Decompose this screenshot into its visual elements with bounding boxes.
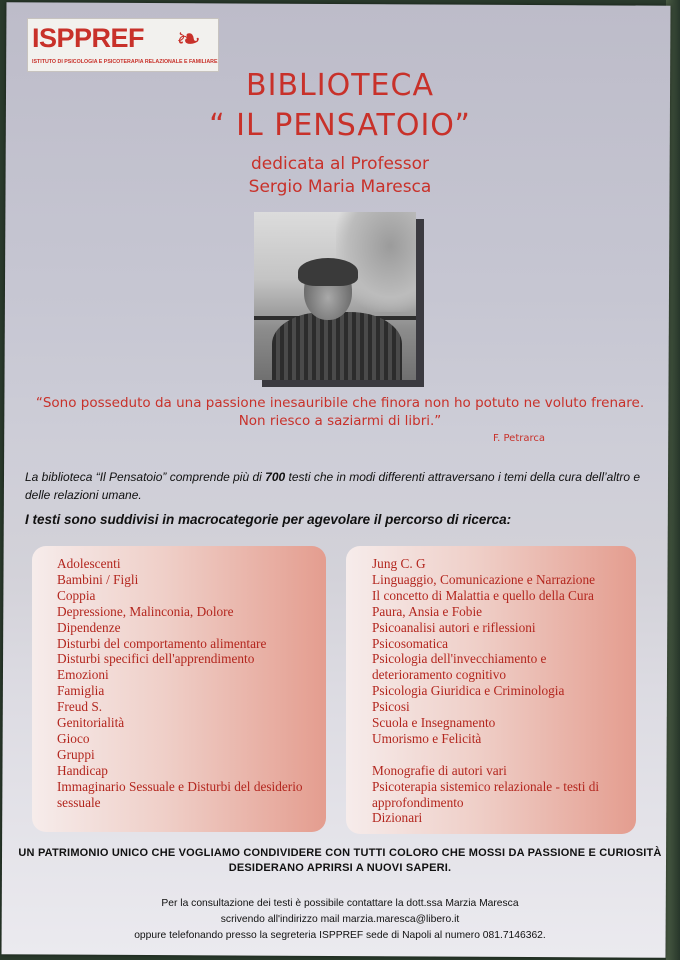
category-item: approfondimento — [372, 794, 464, 810]
banner-line2: DESIDERANO APRIRSI A NUOVI SAPERI. — [228, 862, 452, 874]
category-item: Disturbi del comportamento alimentare — [57, 635, 267, 651]
category-list-right — [372, 556, 632, 826]
contact-line3: oppure telefonando presso la segreteria ISPPREF sede di Napoli al numero 081.7146362. — [134, 930, 546, 941]
quote-line2: Non riesco a saziarmi di libri.” — [238, 413, 442, 429]
category-item: sessuale — [57, 794, 101, 810]
page-title-line2: “ IL PENSATOIO” — [209, 108, 471, 143]
category-item: Psicosi — [372, 699, 410, 715]
category-item: Psicologia dell'invecchiamento e — [372, 651, 547, 667]
category-item: Emozioni — [57, 667, 109, 683]
logo-emblem-icon: ❧ — [176, 22, 202, 57]
category-item: Monografie di autori vari — [372, 762, 507, 778]
intro-part2: testi che in modi differenti attraversano i temi della cura dell’altro e delle relazioni umane. — [25, 470, 641, 502]
category-item: Umorismo e Felicità — [372, 730, 482, 746]
intro-part1: La biblioteca “Il Pensatoio” comprende più di — [25, 470, 266, 484]
quote-line1: “Sono posseduto da una passione inesauribile che finora non ho potuto ne voluto frenare. — [35, 395, 645, 411]
banner-line1: UN PATRIMONIO UNICO CHE VOGLIAMO CONDIVIDERE CON TUTTI COLORO CHE MOSSI DA PASSIONE E CURIOSITÀ — [18, 847, 662, 859]
logo-name: ISPPREF — [32, 23, 145, 53]
intro-count: 700 — [265, 470, 286, 484]
logo-subtitle: ISTITUTO DI PSICOLOGIA E PSICOTERAPIA RELAZIONALE E FAMILIARE — [32, 59, 218, 65]
category-item: Gioco — [57, 730, 90, 746]
contact-line1: Per la consultazione dei testi è possibile contattare la dott.ssa Marzia Maresca — [161, 898, 519, 909]
category-item: Il concetto di Malattia e quello della Cura — [372, 587, 594, 603]
category-item: deterioramento cognitivo — [372, 667, 507, 683]
category-item: Dipendenze — [57, 619, 121, 635]
category-item: Linguaggio, Comunicazione e Narrazione — [372, 571, 596, 587]
category-item: Bambini / Figli — [57, 571, 139, 587]
category-item: Paura, Ansia e Fobie — [372, 603, 483, 619]
category-item: Genitorialità — [57, 715, 125, 731]
category-item: Jung C. G — [372, 556, 426, 571]
dedication-line2: Sergio Maria Maresca — [248, 177, 432, 197]
category-item: Disturbi specifici dell'apprendimento — [57, 651, 255, 667]
category-item: Psicologia Giuridica e Criminologia — [372, 683, 565, 699]
category-item: Depressione, Malinconia, Dolore — [57, 603, 234, 619]
category-item: Coppia — [57, 587, 96, 603]
category-item: Freud S. — [57, 699, 103, 715]
category-item: Famiglia — [57, 683, 105, 699]
category-list-left — [57, 556, 322, 811]
portrait-photo — [254, 212, 416, 380]
category-item: Psicoanalisi autori e riflessioni — [372, 619, 536, 635]
dedication-line1: dedicata al Professor — [250, 154, 430, 174]
category-item: Scuola e Insegnamento — [372, 715, 496, 731]
intro-paragraph — [25, 468, 655, 504]
categories-headline: I testi sono suddivisi in macrocategorie per agevolare il percorso di ricerca: — [25, 512, 512, 527]
category-item: Psicosomatica — [372, 635, 449, 651]
category-item: Handicap — [57, 762, 108, 778]
page-title-line1: BIBLIOTECA — [246, 68, 434, 103]
category-item: Immaginario Sessuale e Disturbi del desiderio — [57, 778, 303, 794]
category-item: Gruppi — [57, 746, 95, 762]
quote-author: F. Petrarca — [493, 433, 546, 444]
contact-line2: scrivendo all'indirizzo mail marzia.maresca@libero.it — [220, 914, 460, 925]
category-item: Psicoterapia sistemico relazionale - testi di — [372, 778, 600, 794]
isppref-logo — [27, 18, 219, 72]
category-item: Adolescenti — [57, 556, 121, 571]
list-spacer — [372, 747, 632, 763]
category-item: Dizionari — [372, 810, 423, 826]
